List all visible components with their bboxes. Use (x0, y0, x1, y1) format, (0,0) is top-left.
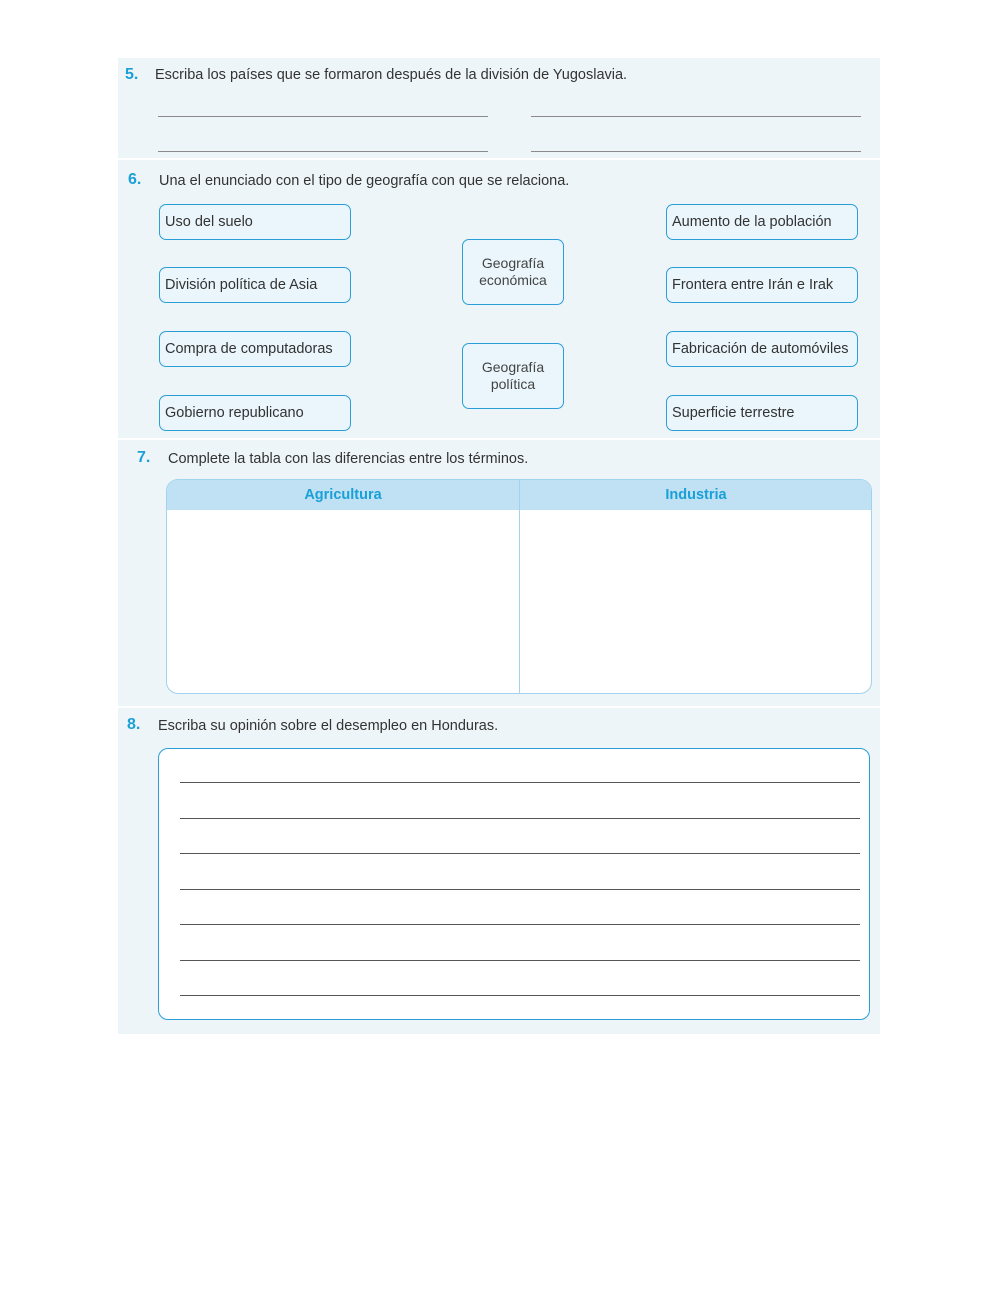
column-header-agricultura: Agricultura (304, 487, 382, 503)
writing-line[interactable] (180, 853, 860, 854)
question-5 (118, 58, 880, 158)
writing-line[interactable] (180, 960, 860, 961)
answer-line[interactable] (531, 116, 861, 117)
writing-line[interactable] (180, 995, 860, 996)
question-number: 6. (128, 171, 142, 188)
answer-line[interactable] (531, 151, 861, 152)
comparison-table (166, 479, 872, 694)
statement-box-left[interactable]: División política de Asia (159, 267, 351, 303)
writing-line[interactable] (180, 889, 860, 890)
statement-box-left[interactable]: Uso del suelo (159, 204, 351, 240)
question-number: 8. (127, 716, 141, 733)
statement-box-right[interactable]: Aumento de la población (666, 204, 858, 240)
writing-line[interactable] (180, 782, 860, 783)
worksheet (118, 58, 880, 1034)
table-cell-agricultura[interactable] (167, 510, 519, 693)
question-prompt: Complete la tabla con las diferencias entre los términos. (168, 451, 529, 467)
question-6 (118, 158, 880, 440)
statement-box-right[interactable]: Frontera entre Irán e Irak (666, 267, 858, 303)
question-prompt: Escriba su opinión sobre el desempleo en Honduras. (158, 718, 499, 734)
answer-line[interactable] (158, 116, 488, 117)
table-cell-industria[interactable] (520, 510, 872, 693)
column-header-industria: Industria (665, 487, 727, 503)
question-number: 5. (125, 66, 139, 83)
statement-box-right[interactable]: Fabricación de automóviles (666, 331, 858, 367)
answer-line[interactable] (158, 151, 488, 152)
opinion-writing-box[interactable] (158, 748, 870, 1020)
geography-type-box[interactable]: Geografía económica (462, 239, 564, 305)
statement-box-right[interactable]: Superficie terrestre (666, 395, 858, 431)
writing-line[interactable] (180, 818, 860, 819)
question-prompt: Una el enunciado con el tipo de geografía con que se relaciona. (159, 173, 570, 189)
geography-type-box[interactable]: Geografía política (462, 343, 564, 409)
statement-box-left[interactable]: Gobierno republicano (159, 395, 351, 431)
statement-box-left[interactable]: Compra de computadoras (159, 331, 351, 367)
question-prompt: Escriba los países que se formaron después de la división de Yugoslavia. (155, 67, 628, 83)
question-number: 7. (137, 449, 151, 466)
writing-line[interactable] (180, 924, 860, 925)
